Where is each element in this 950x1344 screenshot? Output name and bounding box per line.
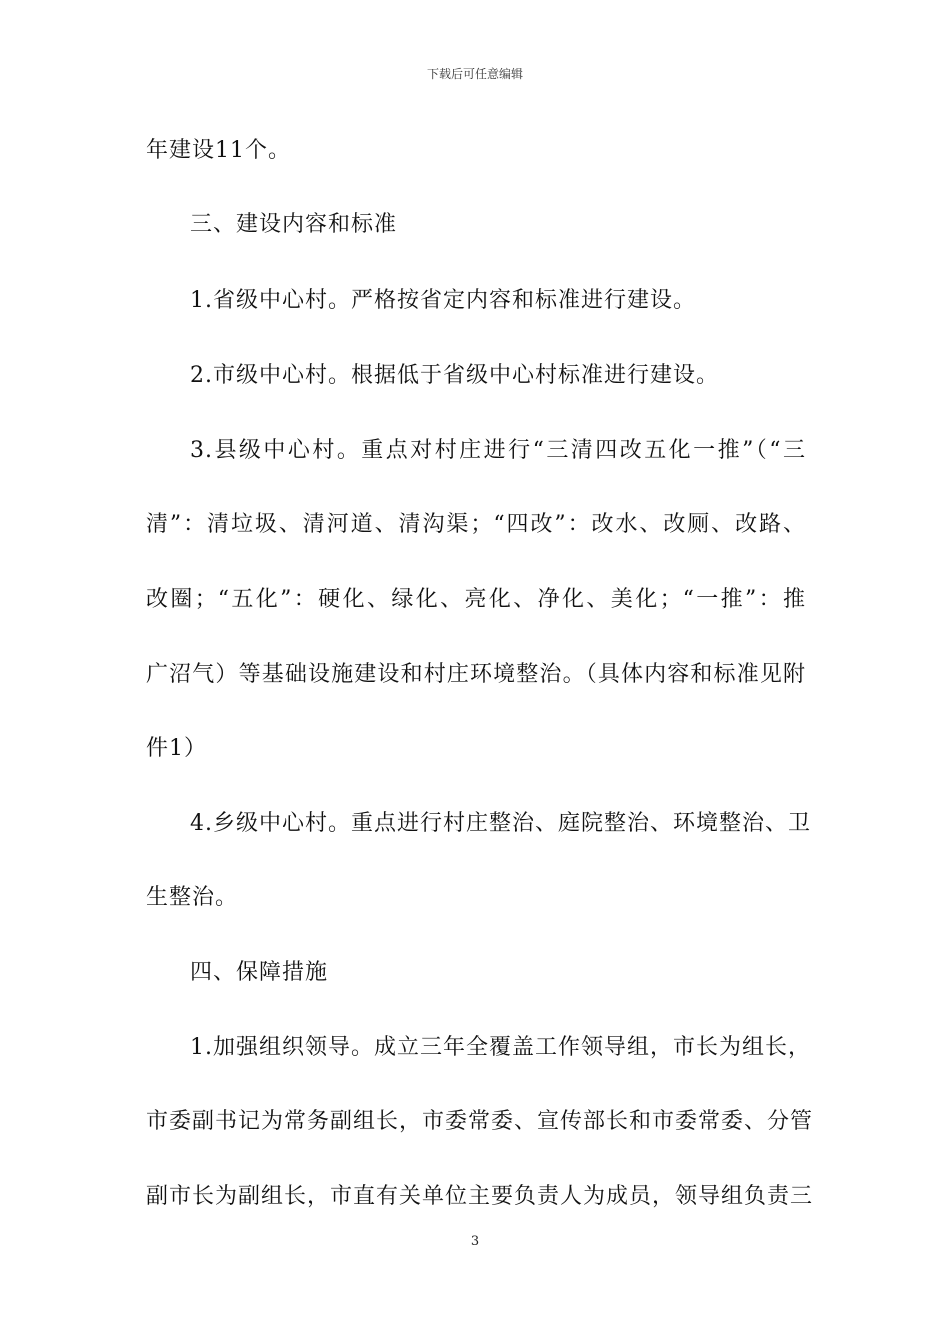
list-item-county-line-4: 广沼气）等基础设施建设和村庄环境整治。（具体内容和标准见附 [146,662,806,687]
page-header-note: 下载后可任意编辑 [426,67,523,81]
body-line-continuation: 年建设11个。 [146,138,291,163]
list-item-municipal: 2.市级中心村。根据低于省级中心村标准进行建设。 [190,363,719,388]
measure-item-1-line-2: 市委副书记为常务副组长，市委常委、宣传部长和市委常委、分管 [146,1109,814,1134]
measure-item-1-line-3: 副市长为副组长，市直有关单位主要负责人为成员，领导组负责三 [146,1184,814,1209]
list-item-county-line-5: 件1） [146,736,207,761]
list-item-township-line-1: 4.乡级中心村。重点进行村庄整治、庭院整治、环境整治、卫 [190,811,811,836]
page-number: 3 [470,1234,480,1249]
section-heading-3: 三、建设内容和标准 [190,212,398,237]
measure-item-1-line-1: 1.加强组织领导。成立三年全覆盖工作领导组，市长为组长， [190,1035,811,1060]
list-item-county-line-1: 3.县级中心村。重点对村庄进行“三清四改五化一推”（“三 [190,438,806,463]
list-item-provincial: 1.省级中心村。严格按省定内容和标准进行建设。 [190,288,696,313]
section-heading-4: 四、保障措施 [190,960,329,985]
list-item-county-line-3: 改圈；“五化”：硬化、绿化、亮化、净化、美化；“一推”：推 [146,587,806,612]
list-item-township-line-2: 生整治。 [146,885,239,910]
list-item-county-line-2: 清”：清垃圾、清河道、清沟渠；“四改”：改水、改厕、改路、 [146,512,806,537]
